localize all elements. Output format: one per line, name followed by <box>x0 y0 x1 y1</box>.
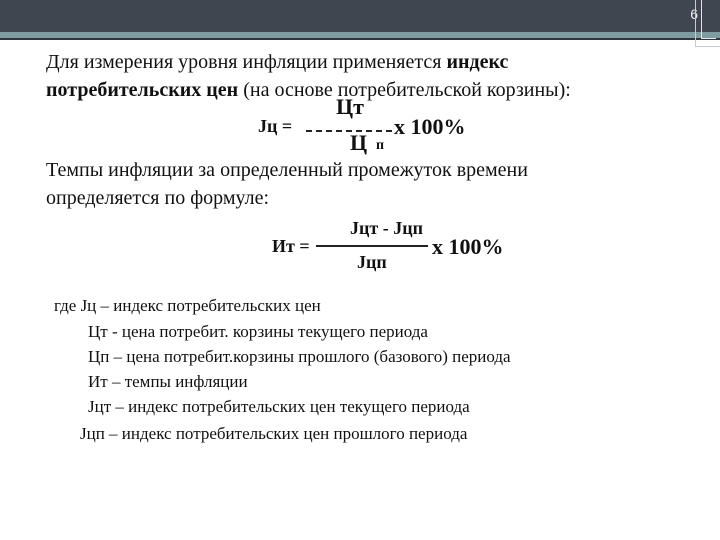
legend-item: Цт - цена потребит. корзины текущего периода <box>88 322 428 341</box>
slide-corner-decoration <box>695 0 720 47</box>
formula-cpi-denominator: Ц <box>350 130 368 155</box>
rate-text-line-2: определяется по формуле: <box>46 187 270 209</box>
formula-cpi-denominator-subscript: п <box>376 138 385 153</box>
formula-rate-denominator: Jцп <box>357 252 387 272</box>
legend-item: Ит – темпы инфляции <box>88 372 248 391</box>
formula-cpi-multiplier: х 100% <box>394 114 466 139</box>
slide-header-divider <box>0 38 720 40</box>
legend-item: Jцп – индекс потребительских цен прошлого периода <box>80 424 468 443</box>
legend-item: где Jц – индекс потребительских цен <box>54 296 321 315</box>
intro-line-1-text: Для измерения уровня инфляции применяется <box>46 51 447 73</box>
formula-cpi-lhs: Jц = <box>258 116 293 136</box>
intro-line-1-bold: индекс <box>446 51 509 73</box>
legend-item: Цп – цена потребит.корзины прошлого (базового) периода <box>88 347 511 366</box>
formula-rate-multiplier: х 100% <box>432 234 504 259</box>
formula-rate-numerator: Jцт - Jцп <box>350 218 423 238</box>
slide-header-bar <box>0 0 720 32</box>
intro-line-2 <box>46 78 571 102</box>
formula-cpi-numerator: Цт <box>336 94 364 119</box>
intro-line-1 <box>46 50 508 74</box>
formula-cpi-fraction-line <box>306 130 392 132</box>
formula-rate-lhs: Ит = <box>272 236 310 256</box>
slide-corner-inner <box>701 0 716 39</box>
rate-text-line-1: Темпы инфляции за определенный промежуток времени <box>46 159 528 181</box>
page-number: 6 <box>690 6 698 22</box>
formula-rate-fraction-line <box>316 245 428 247</box>
intro-line-2-text: (на основе потребительской корзины): <box>238 79 571 101</box>
legend-item: Jцт – индекс потребительских цен текущего периода <box>88 397 470 416</box>
intro-line-2-bold: потребительских цен <box>46 79 239 101</box>
